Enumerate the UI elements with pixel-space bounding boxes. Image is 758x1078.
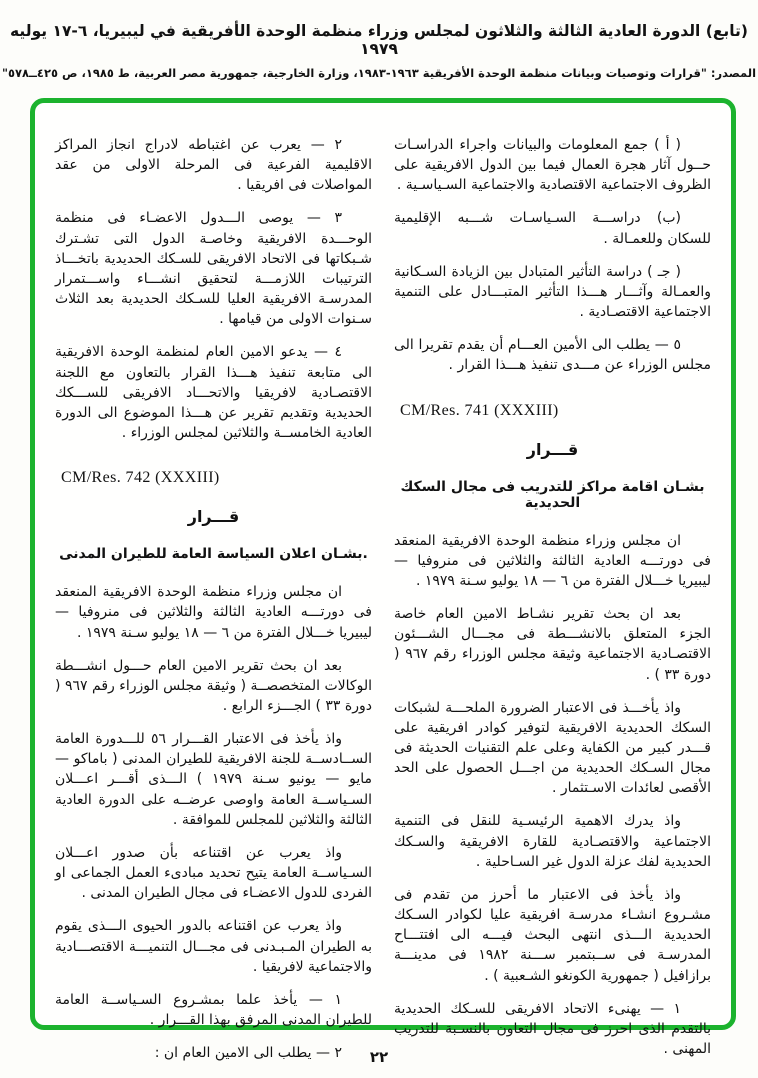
- session-title: (تابع) الدورة العادية الثالثة والثلاثون لمجلس وزراء منظمة الوحدة الأفريقية في ليبيريا، ٦-١٧ يوليه ١٩٧٩: [10, 22, 748, 58]
- paragraph-item-c: ( جـ ) دراسة التأثير المتبادل بين الزيادة السـكانية والعمـالة وآثـــار هـــذا التأثير المتبـــادل على التنمية الاجتماعية الاقتصـادية .: [394, 263, 711, 321]
- paragraph-preamble: بعد ان بحث تقرير الامين العام حـــول انشـــطة الوكالات المتخصصــة ( وثيقة مجلس الوزراء رقم ٩٦٧ ( دورة ٣٣ ) الجـــزء الرابع .: [55, 657, 372, 714]
- paragraph-preamble: واذ يأخـــذ فى الاعتبار الضرورة الملحـــة لشبكات السكك الحديدية الافريقية لتوفير كوادر افريقية على قـــدر كبير من الكفاية وعلى علم التقنيات الحديثة فى مجال السـكك الحديدية من اجـــل الحصول على الحد الأقصى لعائدات الاسـتثمار .: [394, 699, 711, 797]
- right-column: [394, 135, 711, 1057]
- paragraph-item-b: (ب) دراســـة السـياسـات شـــبه الإقليمية للسكان وللعمـالة .: [394, 210, 711, 247]
- paragraph-preamble: ان مجلس وزراء منظمة الوحدة الافريقية المنعقد فى دورتـــه العادية الثالثة والثلاثين فى منروفيا — ليبيريا خـــلال الفترة من ٦ — ١٨ يوليو سـنة ١٩٧٩ .: [55, 584, 372, 641]
- resolution-number-742: CM/Res. 742 (XXXIII): [61, 469, 220, 487]
- paragraph-clause-2-request: ٢ — يطلب الى الامين العام ان :: [154, 1045, 342, 1062]
- paragraph-clause-3: ٣ — يوصى الـــدول الاعضـاء فى منظمة الوحـــدة الافريقية وخاصـة الدول التى تشـترك شـبكاتها فى الاتحاد الافريقى للسـكك الحديدية باتخـــاذ الترتيبات اللازمـــة لتحقيق انشـــاء واســـتمرار المدرسـة الافريقية العليا للسـكك الحديدية بعد الثلاث سـنوات الاولى من قيامها .: [55, 210, 372, 328]
- resolution-742-title: .بشـان اعلان السياسة العامة للطيران المدنى: [59, 546, 368, 563]
- page-number: ٢٢: [369, 1048, 389, 1066]
- paragraph-preamble: بعد ان بحث تقرير نشـاط الامين العام خاصة الجزء المتعلق بالانشـــطة فى مجـــال الشـــئون الاقتصـادية الاجتماعية وثيقة مجلس الوزراء رقم ٩٦٧ ( دورة ٣٣ ) .: [394, 606, 711, 683]
- page-header: [0, 0, 758, 80]
- resolution-741-title: بشـان اقامة مراكز للتدريب فى مجال السكك الحديدية: [400, 478, 705, 511]
- paragraph-clause-4: ٤ — يدعو الامين العام لمنظمة الوحدة الافريقية الى متابعة تنفيذ هـــذا القرار بالتعاون مع اللجنة الاقتصـادية لافريقيا والاتحـــاد الافريقى للســـكك الحديدية وتقديم تقرير عن هـــذا الموضوع الى الدورة العادية الخامســة والثلاثين لمجلس الوزراء .: [55, 344, 372, 442]
- paragraph-item-a: ( أ ) جمع المعلومات والبيانات واجراء الدراسـات حــول آثار هجرة العمال فيما بين الدول الافريقية على الظروف الاجتماعية الاقتصادية والاجتماعية السـياسـية .: [394, 137, 711, 194]
- paragraph-clause-5: ٥ — يطلب الى الأمين العـــام أن يقدم تقريرا الى مجلس الوزراء عن مـــدى تنفيذ هـــذا القرار .: [394, 337, 711, 374]
- resolution-number-741: CM/Res. 741 (XXXIII): [400, 401, 559, 419]
- resolution-heading: قـــرار: [526, 439, 579, 459]
- paragraph-preamble: واذ يعرب عن اقتناعه بالدور الحيوى الـــذى يقوم به الطيران المـبـدنى فى مجـــال التنميـــة الاقتصـــادية والاجتماعية لافريقيا .: [55, 918, 372, 975]
- source-citation: المصدر: "قرارات وتوصيات وبيانات منظمة الوحدة الأفريقية ١٩٦٣-١٩٨٣، وزارة الخارجية، جمهورية مصر العربية، ط ١٩٨٥، ص ٤٢٥ــ٥٧٨": [1, 66, 757, 80]
- left-column: [55, 135, 372, 1062]
- resolution-heading: قـــرار: [187, 507, 240, 527]
- paragraph-preamble: ان مجلس وزراء منظمة الوحدة الافريقية المنعقد فى دورتـــه العادية الثالثة والثلاثين فى منروفيا — ليبيريا خـــلال الفترة من ٦ — ١٨ يوليو سـنة ١٩٧٩ .: [394, 532, 711, 589]
- paragraph-preamble: واذ يأخذ فى الاعتبار ما أحرز من تقدم فى مشـروع انشـاء مدرسـة افريقية عليا لكوادر السـكك الحديدية الـــذى انتهى البحث فيـــه الى افتتـــاح المدرسـة فى ســبتمبر ســـنة ١٩٨٢ فى مدينـــة برازافيل ( جمهورية الكونغو الشـعبية ) .: [394, 886, 711, 984]
- paragraph-clause-1: ١ — يهنىء الاتحاد الافريقى للسـكك الحديدية بالتقدم الذى احرز فى مجال التعاون بالنسـبة للتدريب المهنى .: [394, 1000, 711, 1057]
- paragraph-clause-2: ٢ — يعرب عن اغتباطه لادراج انجاز المراكز الاقليمية الفرعية فى المرحلة الاولى من عقد المواصلات فى افريقيا .: [55, 137, 372, 194]
- paragraph-clause-1: ١ — يأخذ علما بمشـروع السـياســة العامة للطيران المدنى المرفق بهذا القـــرار .: [55, 991, 372, 1028]
- paragraph-preamble: واذ يدرك الاهمية الرئيسـية للنقل فى التنمية الاجتماعية والاقتصـادية للقارة الافريقية والسـكك الحديدية لفك عزلة الدول غير السـاحلية .: [394, 813, 711, 870]
- paragraph-preamble: واذ يأخذ فى الاعتبار القـــرار ٥٦ للـــدورة العامة الســادســة للجنة الافريقية للطيران المدنى ( باماكو — مايو — يونيو سـنة ١٩٧٩ ) الـــذى أقـــر اعـــلان السـياســة العامة واوصى عرضــه على الدورة العادية الثالثة والثلاثين للمجلس للموافقة .: [55, 731, 372, 828]
- paragraph-preamble: واذ يعرب عن اقتناعه بأن صدور اعـــلان السـياســة العامة يتيح تحديد مبادىء العمل الجماعى او الفردى للدول الاعضـاء فى مجال الطيران المدنى .: [55, 844, 372, 902]
